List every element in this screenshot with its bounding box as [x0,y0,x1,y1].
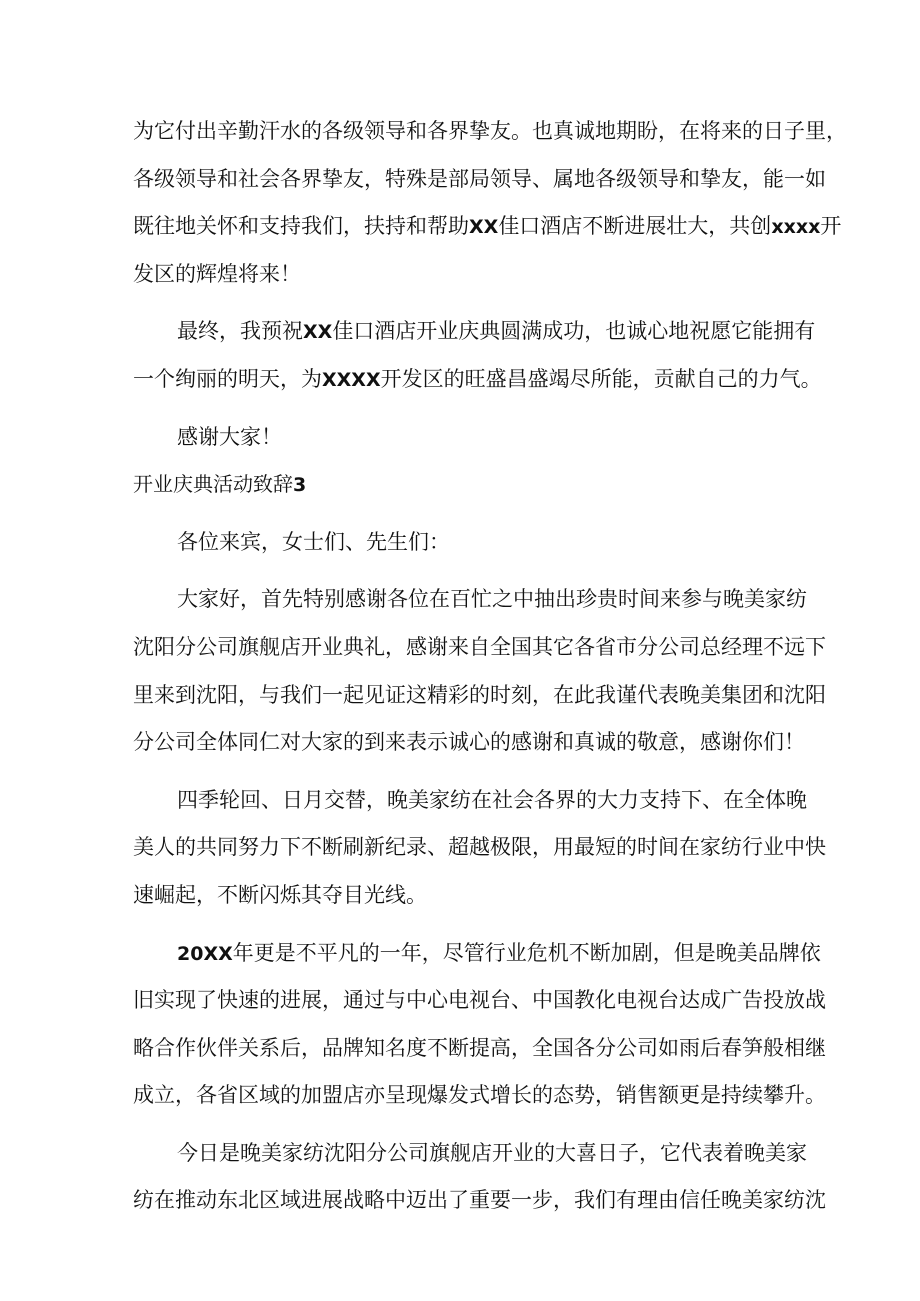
text-span: 开 [820,214,842,239]
text-line: 分公司全体同仁对大家的到来表示诚心的感谢和真诚的敬意，感谢你们！ [133,730,805,755]
heading-text: 开业庆典活动致辞 [133,472,293,497]
text-line: 略合作伙伴关系后，品牌知名度不断提高，全国各分公司如雨后春笋般相继 [133,1035,826,1060]
text-line: 各级领导和社会各界挚友，特殊是部局领导、属地各级领导和挚友，能一如 [133,166,826,191]
text-line: 四季轮回、日月交替，晚美家纺在社会各界的大力支持下、在全体晚 [177,787,807,812]
text-span: 佳口酒店开业庆典圆满成功，也诚心地祝愿它能拥有 [332,319,816,344]
text-line: 发区的辉煌将来！ [133,261,301,286]
paragraph [133,576,826,766]
paragraph [133,1130,826,1225]
closing-thanks: 感谢大家！ [177,424,282,449]
text-line: 沈阳分公司旗舰店开业典礼，感谢来自全国其它各省市分公司总经理不远下 [133,634,826,659]
text-line [133,356,822,404]
salutation: 各位来宾，女士们、先生们： [177,529,450,554]
bold-text: XXXX [322,368,381,391]
paragraph [133,108,847,298]
text-line: 美人的共同努力下不断刷新纪录、超越极限，用最短的时间在家纺行业中快 [133,835,826,860]
text-line: 纺在推动东北区域进展战略中迈出了重要一步，我们有理由信任晚美家纺沈 [133,1188,826,1213]
text-line [133,203,842,251]
text-span: 佳口酒店不断进展壮大，共创 [498,214,772,239]
paragraph [133,930,826,1120]
text-line: 成立，各省区域的加盟店亦呈现爆发式增长的态势，销售额更是持续攀升。 [133,1083,826,1108]
text-span: 既往地关怀和支持我们，扶持和帮助 [133,214,469,239]
text-line: 今日是晚美家纺沈阳分公司旗舰店开业的大喜日子，它代表着晚美家 [177,1140,807,1165]
text-line [133,308,816,356]
text-line: 旧实现了快速的进展，通过与中心电视台、中国教化电视台达成广告投放战 [133,988,826,1013]
text-line: 里来到沈阳，与我们一起见证这精彩的时刻，在此我谨代表晚美集团和沈阳 [133,682,826,707]
text-span: 一个绚丽的明天，为 [133,366,322,391]
bold-text: XX [303,321,333,344]
section-heading [133,461,793,509]
text-span: 开发区的旺盛昌盛竭尽所能，贡献自己的力气。 [380,366,822,391]
bold-text: XX [469,216,499,239]
paragraph [133,308,822,403]
paragraph [133,777,826,920]
text-line [133,930,821,978]
heading-number: 3 [293,474,307,497]
text-span: 最终，我预祝 [177,319,303,344]
text-span: 年更是不平凡的一年，尽管行业危机不断加剧，但是晚美品牌依 [232,940,821,965]
text-line: 速崛起，不断闪烁其夺目光线。 [133,882,427,907]
document-body [133,108,847,1225]
text-line: 为它付出辛勤汗水的各级领导和各界挚友。也真诚地期盼，在将来的日子里， [133,119,847,143]
text-line: 大家好，首先特别感谢各位在百忙之中抽出珍贵时间来参与晚美家纺 [177,587,807,612]
bold-text: 20XX [177,942,233,965]
bold-text: xxxx [771,216,821,239]
